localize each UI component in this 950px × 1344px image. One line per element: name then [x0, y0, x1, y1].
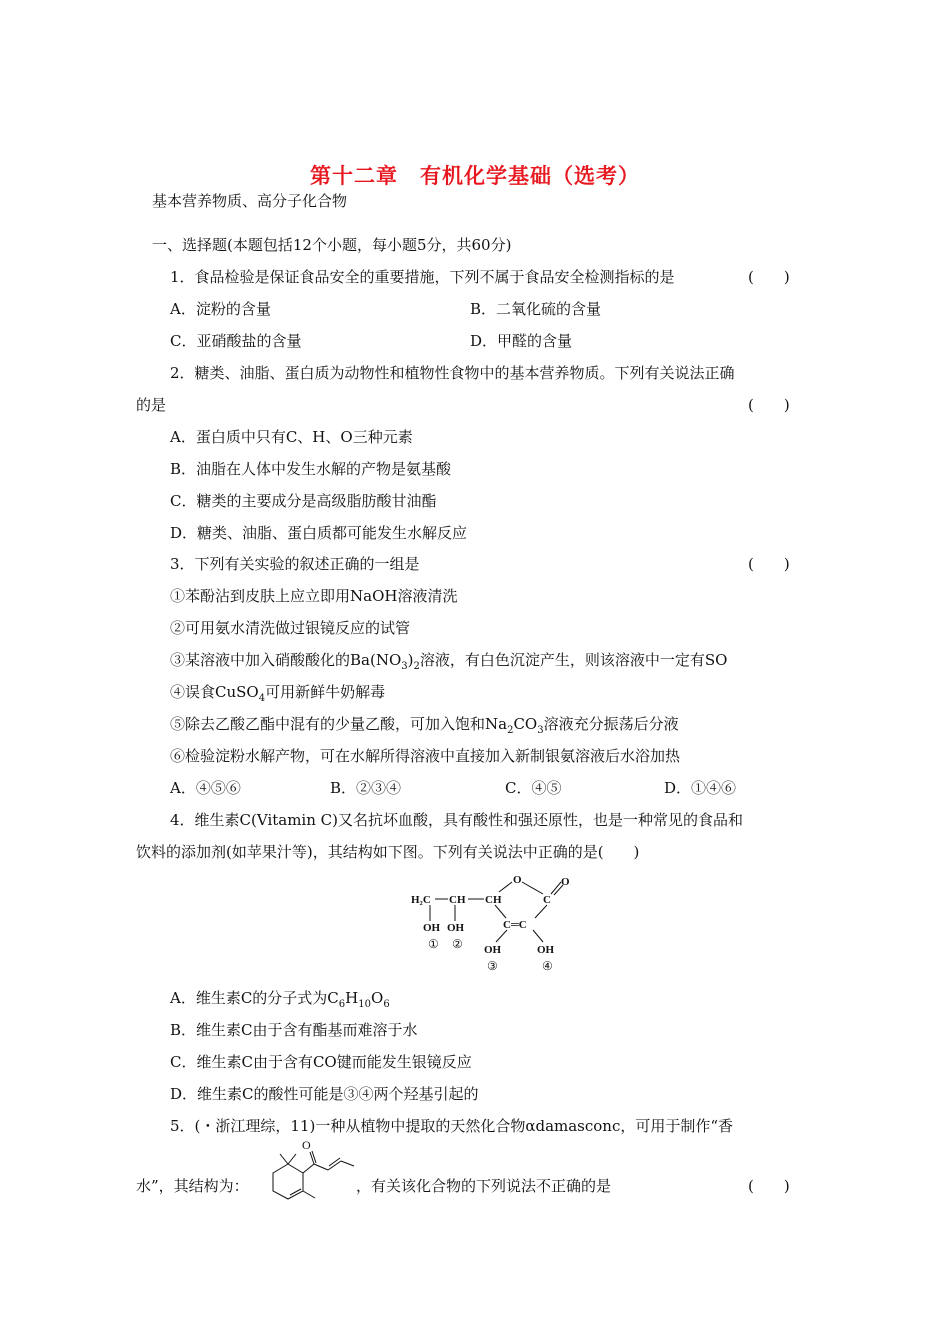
struct-oh-2: OH: [447, 922, 465, 934]
struct-label-4: ④: [542, 959, 553, 973]
q2-option-a: A．蛋白质中只有C、H、O三种元素: [170, 428, 413, 446]
section-heading: 一、选择题(本题包括12个小题，每小题5分，共60分): [152, 236, 512, 254]
struct-oh-3: OH: [484, 944, 502, 956]
q3-option-d: D．①④⑥: [664, 779, 737, 797]
struct-label-2: ②: [452, 937, 463, 951]
q4-stem-line1: 4．维生素C(Vitamin C)又名抗坏血酸，具有酸性和强还原性，也是一种常见的食品和: [170, 811, 743, 829]
subtitle: 基本营养物质、高分子化合物: [152, 192, 348, 210]
q4-option-a: A．维生素C的分子式为$C_6H_{10}O_6$: [170, 989, 390, 1010]
q5-stem-line1: 5．(・浙江理综，11)一种从植物中提取的天然化合物αdamasconc，可用于制作“香: [170, 1117, 734, 1135]
q4-stem-line2: 饮料的添加剂(如苹果汁等)，其结构如下图。下列有关说法中正确的是( ): [136, 843, 640, 861]
q2-stem-line1: 2．糖类、油脂、蛋白质为动物性和植物性食物中的基本营养物质。下列有关说法正确: [170, 364, 735, 382]
struct-c-carbonyl: C: [543, 894, 551, 906]
damascone-structure: [258, 1136, 358, 1204]
q3-statement-1: ①苯酚沾到皮肤上应立即用NaOH溶液清洗: [170, 587, 458, 605]
struct-label-1: ①: [428, 937, 439, 951]
page-title: 第十二章 有机化学基础（选考）: [310, 164, 640, 188]
q3-statement-3: ③某溶液中加入硝酸酸化的$Ba(NO_3)_2$溶液，有白色沉淀产生，则该溶液中一定有SO: [170, 651, 728, 672]
q3-statement-2: ②可用氨水清洗做过银镜反应的试管: [170, 619, 411, 637]
q3-stem: 3．下列有关实验的叙述正确的一组是: [170, 555, 420, 573]
q2-option-b: B．油脂在人体中发生水解的产物是氨基酸: [170, 460, 452, 478]
struct-label-3: ③: [487, 959, 498, 973]
q5-answer-blank: ( ): [748, 1177, 790, 1195]
q2-answer-blank: ( ): [748, 396, 790, 414]
q4-option-d: D．维生素C的酸性可能是③④两个羟基引起的: [170, 1085, 479, 1103]
vitamin-c-structure: [405, 868, 585, 976]
q4-option-b: B．维生素C由于含有酯基而难溶于水: [170, 1021, 418, 1039]
struct-ch-1: CH: [449, 894, 466, 906]
struct-oh-1: OH: [423, 922, 441, 934]
q5-stem-line2a: 水”，其结构为：: [136, 1177, 249, 1195]
q1-option-a: A．淀粉的含量: [170, 300, 271, 318]
q1-stem: 1．食品检验是保证食品安全的重要措施，下列不属于食品安全检测指标的是: [170, 268, 675, 286]
q3-statement-4: ④误食CuSO$_4$可用新鲜牛奶解毒: [170, 683, 386, 704]
struct-o-carbonyl: O: [561, 876, 570, 888]
struct-o-ring: O: [513, 874, 522, 886]
q4-option-c: C．维生素C由于含有CO键而能发生银镜反应: [170, 1053, 472, 1071]
q5-stem-line2b: ，有关该化合物的下列说法不正确的是: [356, 1177, 612, 1195]
q1-answer-blank: ( ): [748, 268, 790, 286]
struct-oh-4: OH: [537, 944, 555, 956]
q3-statement-6: ⑥检验淀粉水解产物，可在水解所得溶液中直接加入新制银氨溶液后水浴加热: [170, 747, 681, 765]
q3-option-a: A．④⑤⑥: [170, 779, 241, 797]
q1-option-b: B．二氧化硫的含量: [470, 300, 602, 318]
struct-c-double-c: C═C: [503, 919, 527, 931]
q3-option-c: C．④⑤: [505, 779, 562, 797]
q3-statement-5: ⑤除去乙酸乙酯中混有的少量乙酸，可加入饱和$Na_2CO_3$溶液充分振荡后分液: [170, 715, 679, 736]
q3-answer-blank: ( ): [748, 555, 790, 573]
q2-option-c: C．糖类的主要成分是高级脂肪酸甘油酯: [170, 492, 437, 510]
q2-stem-line2: 的是: [136, 396, 167, 414]
q2-option-d: D．糖类、油脂、蛋白质都可能发生水解反应: [170, 524, 468, 542]
struct-h2c: H₂C: [411, 894, 431, 906]
q3-option-b: B．②③④: [330, 779, 402, 797]
q1-option-d: D．甲醛的含量: [470, 332, 573, 350]
damascone-o-label: O: [302, 1138, 311, 1152]
struct-ch-2: CH: [485, 894, 502, 906]
q1-option-c: C．亚硝酸盐的含量: [170, 332, 302, 350]
